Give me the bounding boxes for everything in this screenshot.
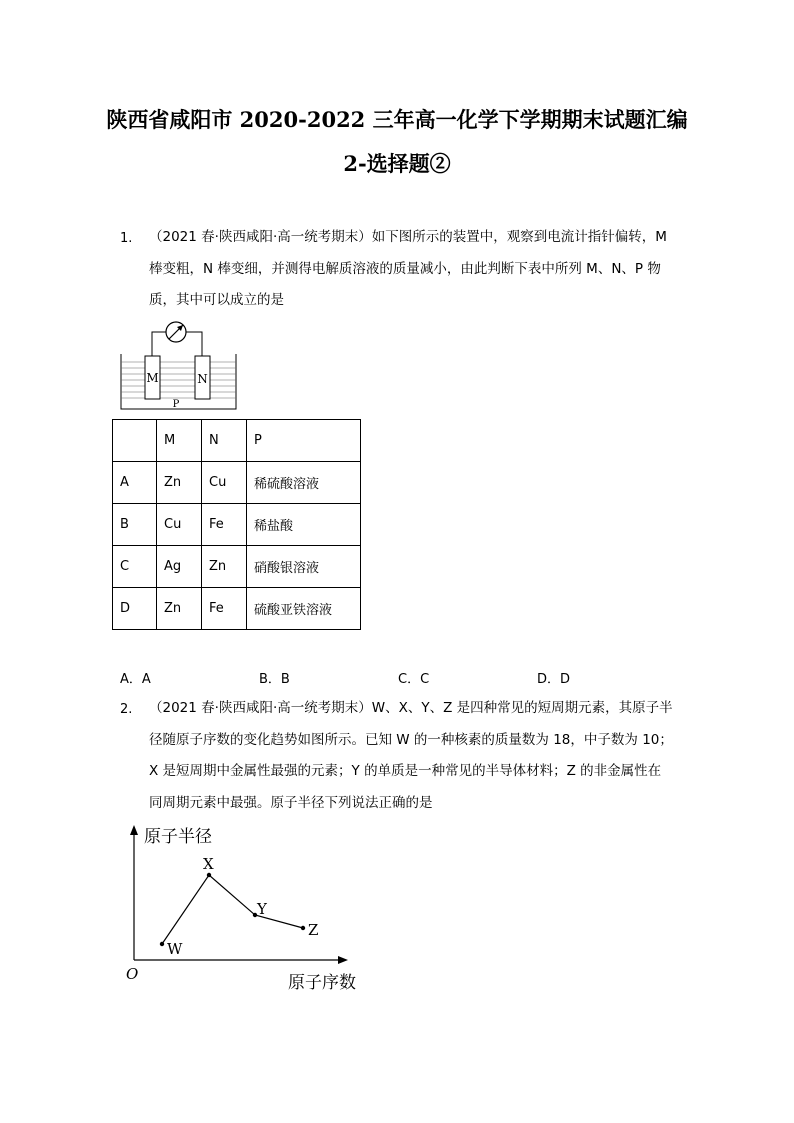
wire-left — [152, 332, 166, 356]
table-cell: Cu — [157, 504, 202, 546]
question-1-number: 1. — [120, 231, 133, 246]
point-z — [301, 926, 305, 930]
table-cell — [113, 420, 157, 462]
electrolyte-p-label: P — [172, 399, 180, 410]
table-cell: Cu — [202, 462, 247, 504]
table-cell: 硝酸银溶液 — [247, 546, 361, 588]
question-2-number: 2. — [120, 702, 133, 717]
table-cell: B — [113, 504, 157, 546]
table-cell: Fe — [202, 588, 247, 630]
question-1-line: 质，其中可以成立的是 — [149, 292, 284, 308]
electrode-n-label: N — [197, 372, 208, 386]
table-row — [113, 462, 361, 504]
table-cell: C — [113, 546, 157, 588]
point-x — [207, 873, 211, 877]
point-z-label: Z — [308, 921, 319, 939]
table-cell: D — [113, 588, 157, 630]
wire-right — [186, 332, 202, 356]
point-w-label: W — [167, 940, 183, 958]
point-w — [160, 942, 164, 946]
trend-line — [162, 875, 303, 944]
table-cell: Zn — [157, 462, 202, 504]
option-b[interactable]: B．B — [259, 672, 290, 687]
table-header-row — [113, 420, 361, 462]
table-row — [113, 588, 361, 630]
table-row — [113, 546, 361, 588]
table-cell: 硫酸亚铁溶液 — [247, 588, 361, 630]
table-cell: Fe — [202, 504, 247, 546]
table-cell: Zn — [202, 546, 247, 588]
table-cell: 稀盐酸 — [247, 504, 361, 546]
table-cell: N — [202, 420, 247, 462]
table-row — [113, 504, 361, 546]
atomic-radius-graph — [120, 822, 380, 997]
page-title: 陕西省咸阳市 2020-2022 三年高一化学下学期期末试题汇编 — [106, 107, 688, 132]
page-subtitle: 2-选择题② — [343, 151, 451, 176]
galvanic-cell-diagram — [118, 316, 242, 412]
table-cell: M — [157, 420, 202, 462]
question-2-text — [149, 693, 677, 819]
y-axis-label: 原子半径 — [144, 827, 212, 847]
table-cell: P — [247, 420, 361, 462]
table-cell: Ag — [157, 546, 202, 588]
options-table — [112, 419, 361, 630]
point-y-label: Y — [257, 900, 267, 918]
question-2-line: 同周期元素中最强。原子半径下列说法正确的是 — [149, 794, 433, 811]
origin-label: O — [126, 965, 139, 983]
table-cell: 稀硫酸溶液 — [247, 462, 361, 504]
question-2-line: 径随原子序数的变化趋势如图所示。已知 W 的一种核素的质量数为 18，中子数为 10； — [149, 731, 673, 748]
x-axis-label: 原子序数 — [288, 973, 356, 993]
option-a[interactable]: A．A — [120, 672, 151, 687]
option-c[interactable]: C．C — [398, 672, 430, 687]
table-cell: Zn — [157, 588, 202, 630]
electrode-m-label: M — [146, 371, 159, 385]
table-cell: A — [113, 462, 157, 504]
point-x-label: X — [203, 855, 214, 873]
question-1-text — [149, 222, 677, 317]
question-1-line: （2021 春·陕西咸阳·高一统考期末）如下图所示的装置中，观察到电流计指针偏转，M — [149, 229, 667, 245]
question-2-line: （2021 春·陕西咸阳·高一统考期末）W、X、Y、Z 是四种常见的短周期元素，其原子半 — [149, 700, 673, 716]
option-d[interactable]: D．D — [537, 672, 571, 687]
question-2-line: X 是短周期中金属性最强的元素；Y 的单质是一种常见的半导体材料；Z 的非金属性在 — [149, 763, 662, 779]
question-1-line: 棒变粗，N 棒变细，并测得电解质溶液的质量减小，由此判断下表中所列 M、N、P 物 — [149, 260, 661, 277]
